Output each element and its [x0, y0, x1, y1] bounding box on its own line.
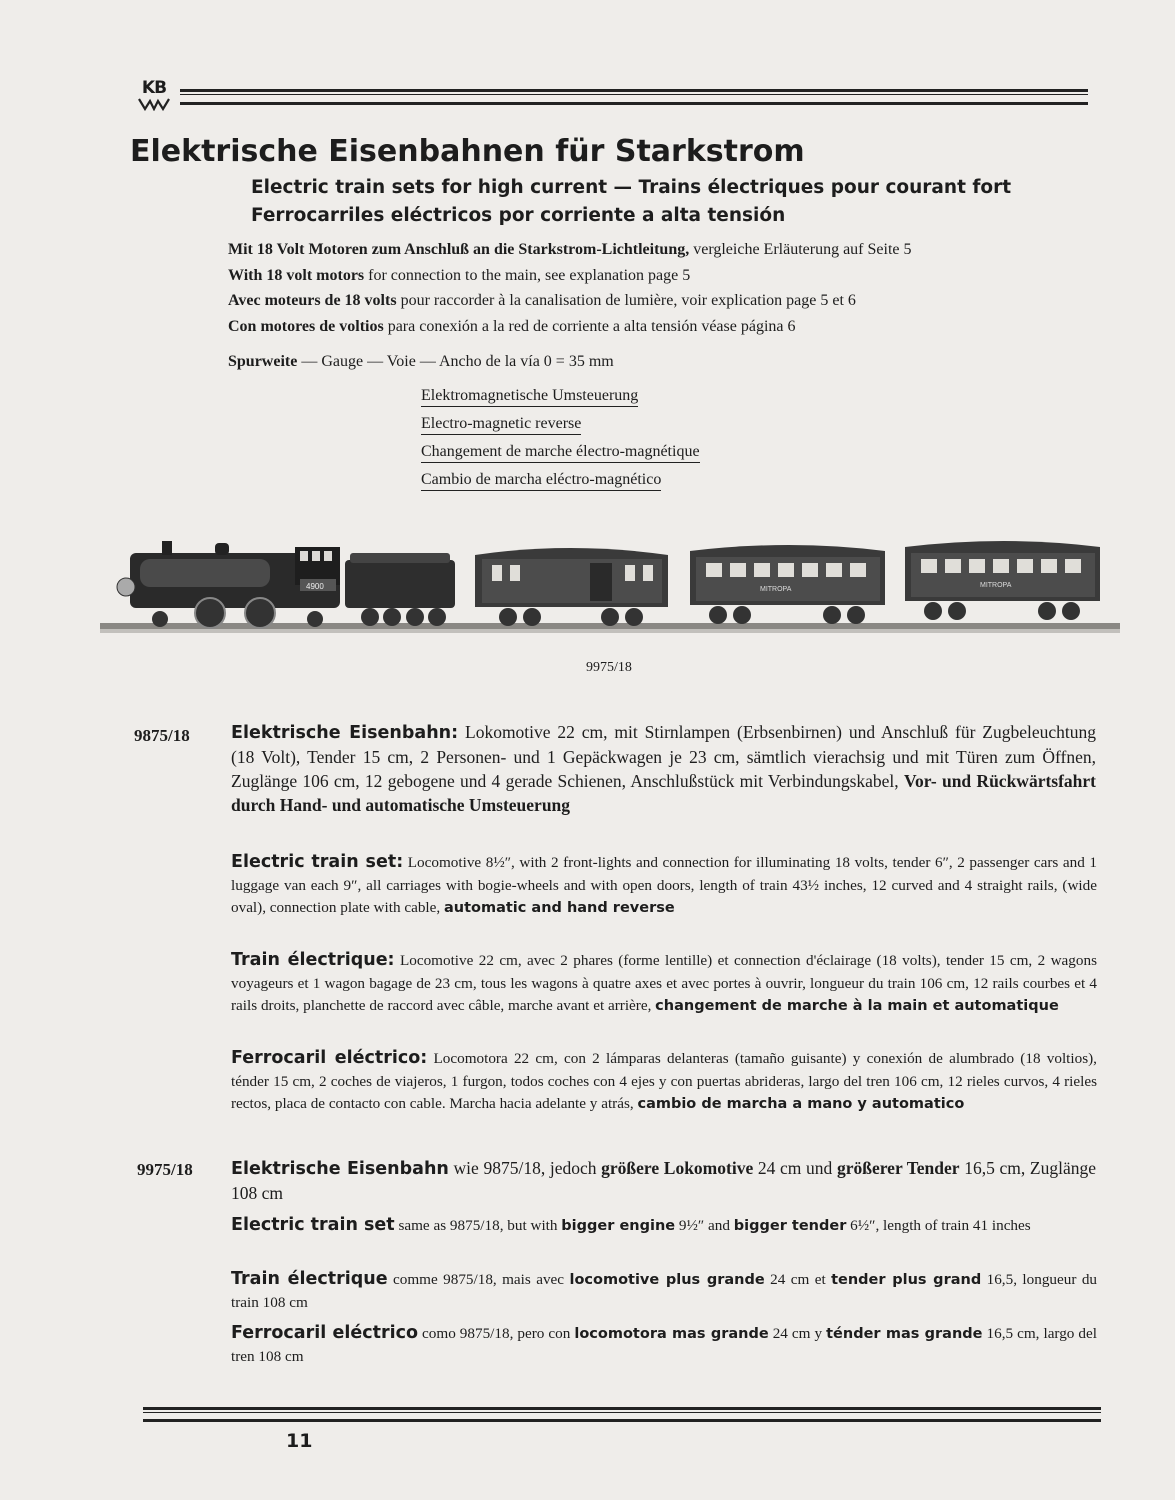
intro-rest: para conexión a la red de corriente a alta tensión véase página 6 — [383, 318, 796, 335]
coach-label: MITROPA — [980, 582, 1012, 589]
item-bold-end: automatic and hand reverse — [443, 900, 675, 916]
item-lead: Electric train set: — [231, 852, 404, 872]
item-lead: Ferrocaril eléctrico: — [231, 1048, 428, 1068]
item-bold: locomotora mas grande — [574, 1326, 769, 1342]
item-lead: Electric train set — [231, 1215, 395, 1235]
item-bold: größerer Tender — [836, 1158, 960, 1178]
item-lead: Ferrocaril eléctrico — [231, 1323, 419, 1343]
item-text: 9½″ and — [675, 1217, 734, 1234]
item-text: same as 9875/18, but with — [394, 1217, 562, 1234]
item-lead: Train électrique — [231, 1269, 388, 1289]
bottom-rule — [143, 1407, 1101, 1422]
page-title: Elektrische Eisenbahnen für Starkstrom — [130, 134, 805, 169]
item-text: Locomotive 8½″, with 2 front-lights and connection for illuminating 18 volts, tender 6″, 2 passenger cars and 1 luggage van each 9″, all carriages with bogie-wheels and with open doors, length of train 43½ inches, 12 curved and 4 straight rails, (wide oval), connection plate with cable, — [231, 854, 1097, 916]
subtitle-en-fr: Electric train sets for high current — Trains électriques pour courant fort — [251, 177, 1012, 198]
item-text: 16,5 cm, Zuglänge 108 cm — [231, 1158, 1096, 1203]
item-text: Lokomotive 22 cm, mit Stirnlampen (Erbsenbirnen) und Anschluß für Zugbeleuchtung (18 Volt), Tender 15 cm, 2 Personen- und 1 Gepäckwagen je 23 cm, sämtlich vierachsig und mit Türen zum Öffnen, Zuglänge 106 cm, 12 gebogene und 4 gerade Schienen, Anschlußstück mit Verbindungskabel, — [231, 722, 1096, 791]
passenger-coach-2-image — [905, 541, 1100, 620]
reverse-line-es: Cambio de marcha eléctro-magnético — [421, 471, 661, 491]
intro-bold: Mit 18 Volt Motoren zum Anschluß an die Starkstrom-Lichtleitung, — [228, 241, 690, 258]
item-number-9875: 9875/18 — [134, 726, 190, 745]
item-lead: Train électrique: — [231, 950, 395, 970]
item-9975-en — [231, 1214, 1097, 1238]
item-bold: tender plus grand — [831, 1272, 982, 1288]
intro-line-es — [228, 318, 796, 336]
loco-number: 4900 — [306, 582, 324, 591]
item-number-9975: 9975/18 — [137, 1160, 193, 1179]
item-text: 24 cm y — [768, 1325, 827, 1342]
item-text: 6½″, length of train 41 inches — [846, 1217, 1031, 1234]
intro-rest: vergleiche Erläuterung auf Seite 5 — [689, 241, 912, 258]
item-text: 16,5 cm, largo del tren 108 cm — [231, 1325, 1097, 1365]
item-lead: Elektrische Eisenbahn — [231, 1159, 449, 1179]
item-text: 24 cm und — [753, 1158, 837, 1178]
item-text: 24 cm et — [764, 1271, 832, 1288]
item-9975-de — [231, 1156, 1096, 1205]
logo-wave-icon — [137, 97, 171, 111]
item-lead: Elektrische Eisenbahn: — [231, 723, 459, 743]
item-bold-end: cambio de marcha a mano y automatico — [637, 1096, 965, 1112]
top-rule — [180, 89, 1088, 105]
item-bold: locomotive plus grande — [569, 1272, 765, 1288]
intro-line-en — [228, 267, 690, 285]
item-text: como 9875/18, pero con — [418, 1325, 575, 1342]
logo-text: KB — [141, 78, 167, 98]
train-illustration — [100, 535, 1120, 645]
item-9975-fr — [231, 1268, 1097, 1314]
item-bold: bigger tender — [733, 1218, 847, 1234]
item-text: Locomotora 22 cm, con 2 lámparas delanteras (tamaño guisante) y conexión de alumbrado (18 voltios), ténder 15 cm, 2 coches de viajeros, 1 furgon, todos coches con 4 ejes y con puertas abrideras, largo del tren 106 cm, 12 rieles curvos, 4 rieles rectos, placa de contacto con cable. Marcha hacia adelante y atrás, — [231, 1050, 1097, 1112]
gauge-rest: — Gauge — Voie — Ancho de la vía 0 = 35 mm — [297, 353, 614, 370]
item-bold-end: Vor- und Rückwärtsfahrt durch Hand- und automatische Umsteuerung — [231, 771, 1097, 815]
gauge-line — [228, 353, 614, 371]
item-bold: ténder mas grande — [826, 1326, 983, 1342]
item-9875-en — [231, 851, 1097, 920]
item-9875-es — [231, 1047, 1097, 1116]
intro-bold: With 18 volt motors — [228, 267, 365, 284]
page-number: 11 — [286, 1430, 313, 1452]
tender-image — [345, 553, 455, 626]
locomotive-image — [117, 541, 340, 628]
intro-rest: for connection to the main, see explanation page 5 — [364, 267, 691, 284]
intro-bold: Avec moteurs de 18 volts — [228, 292, 397, 309]
item-bold: größere Lokomotive — [601, 1158, 754, 1178]
luggage-van-image — [475, 548, 668, 626]
item-text: comme 9875/18, mais avec — [387, 1271, 570, 1288]
coach-label: MITROPA — [760, 586, 792, 593]
item-text: 16,5, longueur du train 108 cm — [231, 1271, 1098, 1311]
reverse-line-en: Electro-magnetic reverse — [421, 415, 581, 435]
reverse-line-de: Elektromagnetische Umsteuerung — [421, 387, 638, 407]
item-9975-es — [231, 1322, 1097, 1368]
reverse-line-fr: Changement de marche électro-magnétique — [421, 443, 700, 463]
item-bold-end: changement de marche à la main et automatique — [655, 998, 1059, 1014]
item-bold: bigger engine — [561, 1218, 676, 1234]
passenger-coach-1-image — [690, 545, 885, 624]
intro-line-de — [228, 241, 912, 259]
item-text: wie 9875/18, jedoch — [448, 1158, 602, 1178]
subtitle-es: Ferrocarriles eléctricos por corriente a alta tensión — [251, 205, 786, 226]
item-9875-fr — [231, 949, 1097, 1018]
intro-bold: Con motores de voltios — [228, 318, 384, 335]
kb-logo — [137, 80, 171, 116]
gauge-bold: Spurweite — [228, 353, 298, 370]
item-9875-de — [231, 720, 1096, 817]
intro-line-fr — [228, 292, 856, 310]
item-text: Locomotive 22 cm, avec 2 phares (forme lentille) et connection d'éclairage (18 volts), tender 15 cm, 2 wagons voyageurs et 1 wagon bagage de 23 cm, tous les wagons à quatre axes et avec portes à ouvrir, longueur du train 106 cm, 12 rails courbes et 4 rails droits, planchette de raccord avec câble, marche avant et arrière, — [231, 952, 1097, 1014]
intro-rest: pour raccorder à la canalisation de lumière, voir explication page 5 et 6 — [396, 292, 856, 309]
image-caption: 9975/18 — [586, 660, 632, 675]
